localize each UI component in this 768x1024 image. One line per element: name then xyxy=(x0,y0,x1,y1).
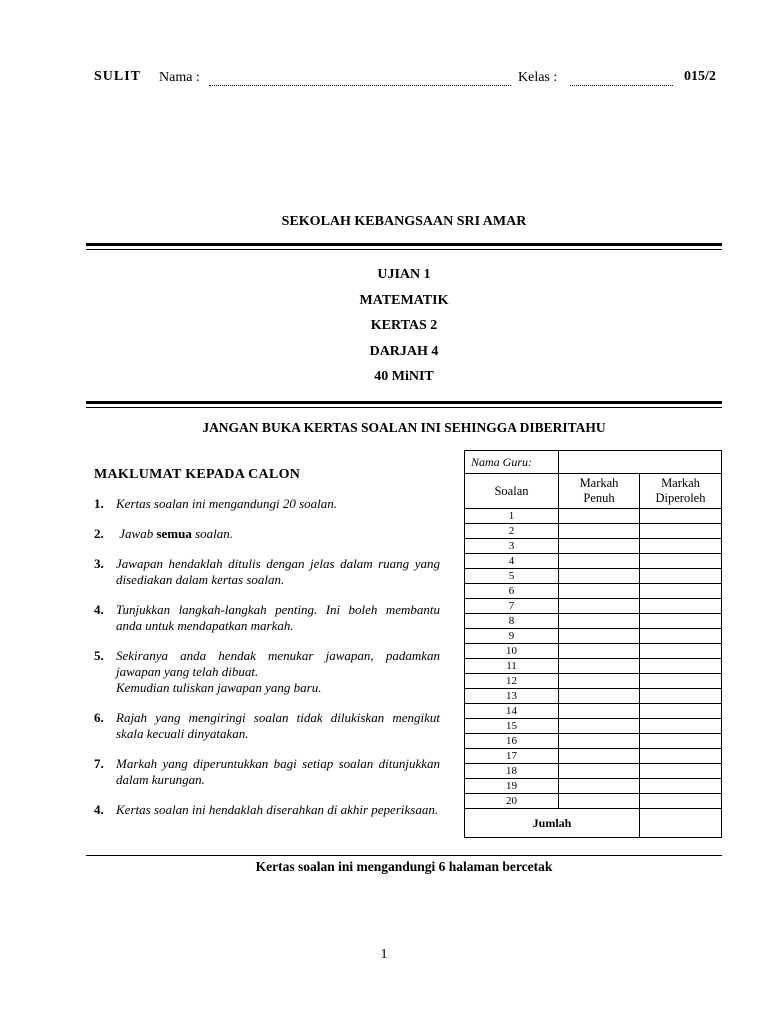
full-marks-cell[interactable] xyxy=(559,734,640,749)
instruction-number: 6. xyxy=(94,710,104,725)
marks-obtained-cell[interactable] xyxy=(640,674,722,689)
marks-obtained-line2: Diperoleh xyxy=(655,491,706,505)
page-count-note: Kertas soalan ini mengandungi 6 halaman bercetak xyxy=(255,859,553,874)
marks-obtained-cell[interactable] xyxy=(640,779,722,794)
full-marks-cell[interactable] xyxy=(559,614,640,629)
column-header-marks-obtained xyxy=(640,474,722,509)
instruction-number: 3. xyxy=(94,556,104,571)
question-number: 16 xyxy=(465,734,559,749)
marks-obtained-cell[interactable] xyxy=(640,509,722,524)
full-marks-cell[interactable] xyxy=(559,569,640,584)
marks-obtained-cell[interactable] xyxy=(640,764,722,779)
question-number: 7 xyxy=(465,599,559,614)
table-row xyxy=(465,659,722,674)
total-row xyxy=(465,809,722,838)
marks-obtained-cell[interactable] xyxy=(640,644,722,659)
exam-grade: DARJAH 4 xyxy=(369,343,439,359)
table-row xyxy=(465,674,722,689)
table-row xyxy=(465,569,722,584)
table-row xyxy=(465,779,722,794)
question-number: 11 xyxy=(465,659,559,674)
table-row xyxy=(465,794,722,809)
question-number: 18 xyxy=(465,764,559,779)
marks-obtained-cell[interactable] xyxy=(640,719,722,734)
table-row xyxy=(465,704,722,719)
total-marks-cell[interactable] xyxy=(640,809,722,838)
marks-obtained-cell[interactable] xyxy=(640,599,722,614)
marks-obtained-line1: Markah xyxy=(661,476,700,490)
candidate-info-title: MAKLUMAT KEPADA CALON xyxy=(94,467,301,482)
question-number: 2 xyxy=(465,524,559,539)
question-number: 10 xyxy=(465,644,559,659)
instruction-text-post: soalan. xyxy=(191,526,234,541)
question-number: 15 xyxy=(465,719,559,734)
table-row xyxy=(465,614,722,629)
table-row xyxy=(465,644,722,659)
question-number: 17 xyxy=(465,749,559,764)
total-label: Jumlah xyxy=(465,809,640,838)
instruction-text: Kertas soalan ini mengandungi 20 soalan. xyxy=(116,496,338,511)
class-label: Kelas : xyxy=(518,70,558,85)
instruction-number: 4. xyxy=(94,802,104,817)
instruction-item xyxy=(94,602,440,634)
full-marks-cell[interactable] xyxy=(559,704,640,719)
marks-obtained-cell[interactable] xyxy=(640,554,722,569)
full-marks-cell[interactable] xyxy=(559,659,640,674)
question-number: 14 xyxy=(465,704,559,719)
divider xyxy=(86,249,722,250)
full-marks-cell[interactable] xyxy=(559,629,640,644)
marks-obtained-cell[interactable] xyxy=(640,749,722,764)
marks-obtained-cell[interactable] xyxy=(640,734,722,749)
table-row xyxy=(465,764,722,779)
instruction-item xyxy=(94,802,440,818)
exam-subject: MATEMATIK xyxy=(359,292,449,308)
full-marks-cell[interactable] xyxy=(559,764,640,779)
question-number: 20 xyxy=(465,794,559,809)
column-header-question: Soalan xyxy=(465,474,559,509)
instruction-text-continued: Kemudian tuliskan jawapan yang baru. xyxy=(116,680,322,695)
question-number: 6 xyxy=(465,584,559,599)
table-row xyxy=(465,554,722,569)
instruction-item xyxy=(94,526,440,542)
instruction-item xyxy=(94,556,440,588)
instruction-text: Kertas soalan ini hendaklah diserahkan di akhir peperiksaan. xyxy=(116,802,439,817)
teacher-name-label: Nama Guru: xyxy=(465,451,559,474)
instruction-number: 5. xyxy=(94,648,104,663)
table-row xyxy=(465,584,722,599)
full-marks-cell[interactable] xyxy=(559,749,640,764)
question-number: 8 xyxy=(465,614,559,629)
full-marks-cell[interactable] xyxy=(559,599,640,614)
table-row xyxy=(465,539,722,554)
instruction-number: 7. xyxy=(94,756,104,771)
table-row xyxy=(465,749,722,764)
instruction-text: Jawapan hendaklah ditulis dengan jelas dalam ruang yang disediakan dalam kertas soalan. xyxy=(116,556,440,587)
marks-obtained-cell[interactable] xyxy=(640,689,722,704)
question-number: 12 xyxy=(465,674,559,689)
marks-obtained-cell[interactable] xyxy=(640,659,722,674)
column-header-full-marks xyxy=(559,474,640,509)
name-field[interactable] xyxy=(209,84,511,86)
question-number: 9 xyxy=(465,629,559,644)
marks-table xyxy=(464,450,722,838)
confidential-label: SULIT xyxy=(94,69,142,84)
full-marks-cell[interactable] xyxy=(559,644,640,659)
marks-obtained-cell[interactable] xyxy=(640,524,722,539)
instruction-text-pre: Jawab xyxy=(119,526,157,541)
divider xyxy=(86,407,722,408)
instruction-text: Sekiranya anda hendak menukar jawapan, padamkan jawapan yang telah dibuat. xyxy=(116,648,440,679)
table-row xyxy=(465,689,722,704)
marks-obtained-cell[interactable] xyxy=(640,704,722,719)
question-number: 19 xyxy=(465,779,559,794)
exam-paper: KERTAS 2 xyxy=(370,318,438,333)
full-marks-cell[interactable] xyxy=(559,779,640,794)
instruction-number: 1. xyxy=(94,496,104,511)
instruction-number: 4. xyxy=(94,602,104,617)
paper-code: 015/2 xyxy=(684,69,716,84)
instruction-item xyxy=(94,648,440,696)
divider xyxy=(86,401,722,404)
full-marks-line1: Markah xyxy=(579,476,619,490)
question-number: 1 xyxy=(465,509,559,524)
exam-test: UJIAN 1 xyxy=(377,267,431,282)
marks-obtained-cell[interactable] xyxy=(640,584,722,599)
instruction-list xyxy=(94,496,440,832)
instruction-text: Tunjukkan langkah-langkah penting. Ini boleh membantu anda untuk mendapatkan markah. xyxy=(116,602,440,633)
instruction-item xyxy=(94,496,440,512)
full-marks-cell[interactable] xyxy=(559,539,640,554)
instruction-text-bold: semua xyxy=(156,526,192,541)
class-field[interactable] xyxy=(570,84,673,86)
full-marks-cell[interactable] xyxy=(559,674,640,689)
marks-obtained-cell[interactable] xyxy=(640,794,722,809)
marks-obtained-cell[interactable] xyxy=(640,614,722,629)
table-row xyxy=(465,734,722,749)
exam-duration: 40 MiNIT xyxy=(374,369,434,384)
marks-obtained-cell[interactable] xyxy=(640,569,722,584)
table-row xyxy=(465,599,722,614)
marks-obtained-cell[interactable] xyxy=(640,629,722,644)
table-row xyxy=(465,629,722,644)
instruction-item xyxy=(94,710,440,742)
question-number: 3 xyxy=(465,539,559,554)
table-row xyxy=(465,719,722,734)
warning-notice: JANGAN BUKA KERTAS SOALAN INI SEHINGGA DIBERITAHU xyxy=(202,420,606,435)
full-marks-cell[interactable] xyxy=(559,524,640,539)
full-marks-cell[interactable] xyxy=(559,554,640,569)
divider xyxy=(86,243,722,246)
full-marks-line2: Penuh xyxy=(583,491,615,505)
full-marks-cell[interactable] xyxy=(559,719,640,734)
instruction-number: 2. xyxy=(94,526,104,541)
marks-obtained-cell[interactable] xyxy=(640,539,722,554)
question-number: 5 xyxy=(465,569,559,584)
full-marks-cell[interactable] xyxy=(559,689,640,704)
instruction-text: Rajah yang mengiringi soalan tidak dilukiskan mengikut skala kecuali dinyatakan. xyxy=(116,710,440,741)
full-marks-cell[interactable] xyxy=(559,509,640,524)
name-label: Nama : xyxy=(159,70,200,85)
question-number: 13 xyxy=(465,689,559,704)
exam-details xyxy=(0,266,768,394)
table-row xyxy=(465,509,722,524)
school-name: SEKOLAH KEBANGSAAN SRI AMAR xyxy=(281,214,527,229)
full-marks-cell[interactable] xyxy=(559,794,640,809)
divider xyxy=(86,855,722,856)
table-row xyxy=(465,524,722,539)
page-number: 1 xyxy=(380,947,388,962)
instruction-item xyxy=(94,756,440,788)
full-marks-cell[interactable] xyxy=(559,584,640,599)
instruction-text: Markah yang diperuntukkan bagi setiap soalan ditunjukkan dalam kurungan. xyxy=(116,756,440,787)
teacher-name-field[interactable] xyxy=(559,451,722,474)
instruction-text xyxy=(116,526,440,542)
question-number: 4 xyxy=(465,554,559,569)
